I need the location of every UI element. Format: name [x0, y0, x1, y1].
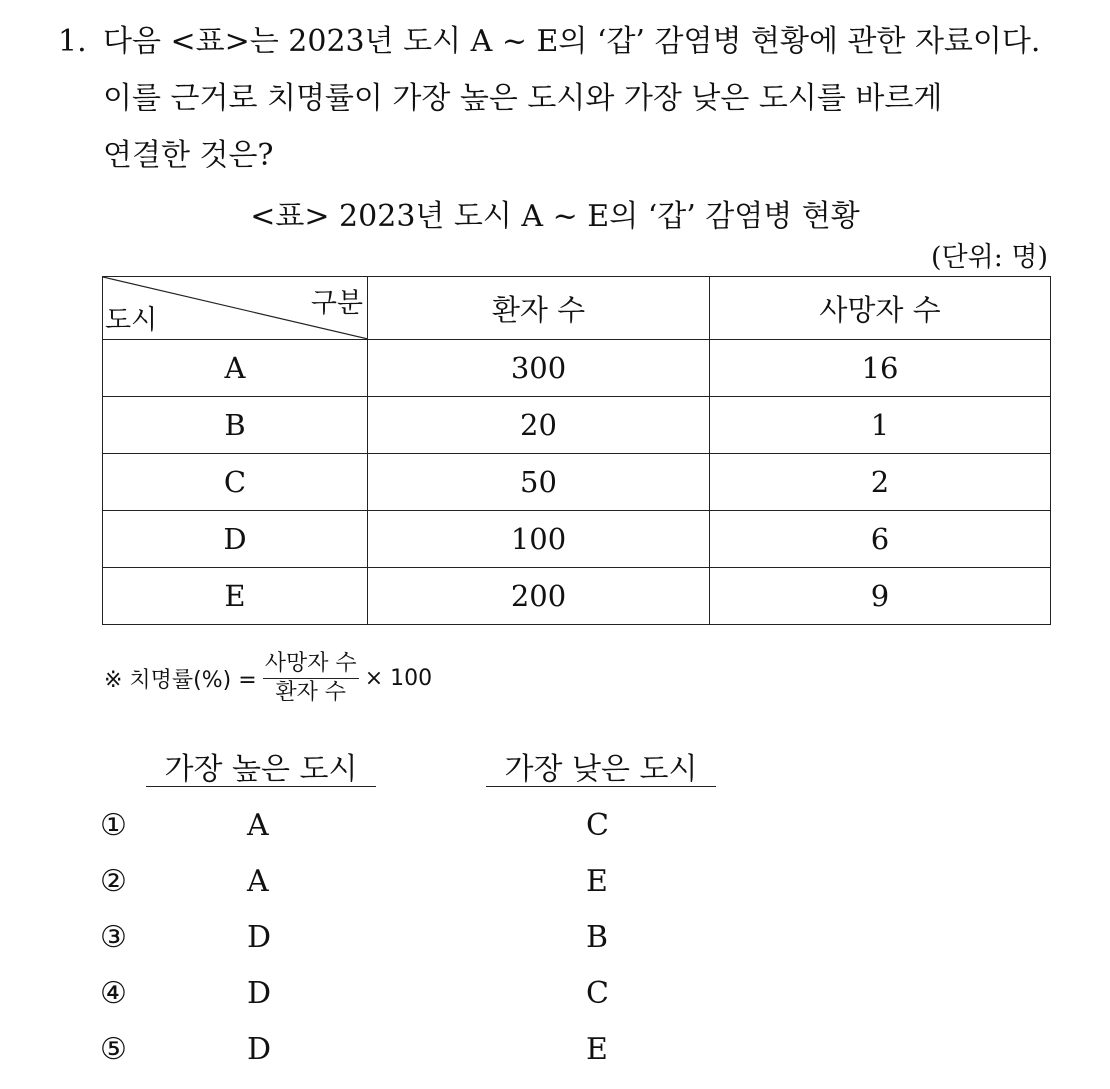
cell-city: B: [103, 397, 368, 454]
note-prefix: ※ 치명률(%) =: [104, 667, 257, 693]
table-row: [103, 340, 1051, 397]
header-row-label: 도시: [105, 305, 158, 336]
cell-city: A: [103, 340, 368, 397]
choice-lowest: C: [586, 976, 609, 1011]
cell-deaths: 16: [710, 340, 1051, 397]
note-suffix: × 100: [364, 665, 433, 691]
cell-patients: 50: [368, 454, 710, 511]
formula-note: [104, 640, 432, 716]
cell-patients: 20: [368, 397, 710, 454]
choice-mark: ⑤: [100, 1032, 127, 1067]
choice-lowest: C: [586, 808, 609, 843]
choice-mark: ①: [100, 808, 127, 843]
data-table: [102, 276, 1051, 625]
cell-city: C: [103, 454, 368, 511]
choice-highest: D: [247, 976, 272, 1011]
cell-deaths: 2: [710, 454, 1051, 511]
choice-option-5[interactable]: [0, 1030, 1110, 1080]
choice-lowest: E: [586, 864, 608, 899]
choices-header-underline: [146, 786, 376, 787]
choice-mark: ④: [100, 976, 127, 1011]
choice-mark: ③: [100, 920, 127, 955]
question-line-2: 이를 근거로 치명률이 가장 높은 도시와 가장 낮은 도시를 바르게: [103, 81, 943, 116]
choice-highest: D: [247, 920, 272, 955]
column-header-deaths: 사망자 수: [710, 277, 1051, 340]
column-header-patients: 환자 수: [368, 277, 710, 340]
choice-option-1[interactable]: [0, 806, 1110, 856]
question-line-1: [58, 22, 1040, 62]
choice-option-4[interactable]: [0, 974, 1110, 1024]
choice-mark: ②: [100, 864, 127, 899]
fraction-numerator: 사망자 수: [264, 650, 357, 676]
header-col-label: 구분: [310, 288, 363, 319]
choice-lowest: E: [586, 1032, 608, 1067]
cell-deaths: 9: [710, 568, 1051, 625]
question-line-3: 연결한 것은?: [103, 138, 274, 173]
table-unit: (단위: 명): [931, 242, 1048, 273]
table-title: <표> 2023년 도시 A ~ E의 ‘갑’ 감염병 현황: [250, 199, 860, 234]
table-row: [103, 568, 1051, 625]
cell-patients: 300: [368, 340, 710, 397]
question-text-1: 다음 <표>는 2023년 도시 A ~ E의 ‘갑’ 감염병 현황에 관한 자료이다.: [103, 24, 1041, 59]
choice-lowest: B: [586, 920, 609, 955]
cell-patients: 200: [368, 568, 710, 625]
fraction-denominator: 환자 수: [275, 679, 347, 705]
choices-header-underline: [486, 786, 716, 787]
cell-city: D: [103, 511, 368, 568]
cell-city: E: [103, 568, 368, 625]
cell-deaths: 1: [710, 397, 1051, 454]
fraction: [263, 650, 359, 707]
question-number: 1.: [58, 24, 87, 59]
choice-option-2[interactable]: [0, 862, 1110, 912]
choices-header-lowest: 가장 낮은 도시: [504, 752, 698, 787]
diagonal-header-cell: [103, 277, 368, 340]
cell-deaths: 6: [710, 511, 1051, 568]
choice-highest: D: [247, 1032, 272, 1067]
choice-highest: A: [247, 808, 269, 843]
table-row: [103, 397, 1051, 454]
table-header-row: [103, 277, 1051, 340]
table-row: [103, 511, 1051, 568]
cell-patients: 100: [368, 511, 710, 568]
choice-option-3[interactable]: [0, 918, 1110, 968]
choices-header-highest: 가장 높은 도시: [164, 752, 358, 787]
choice-highest: A: [247, 864, 269, 899]
table-row: [103, 454, 1051, 511]
